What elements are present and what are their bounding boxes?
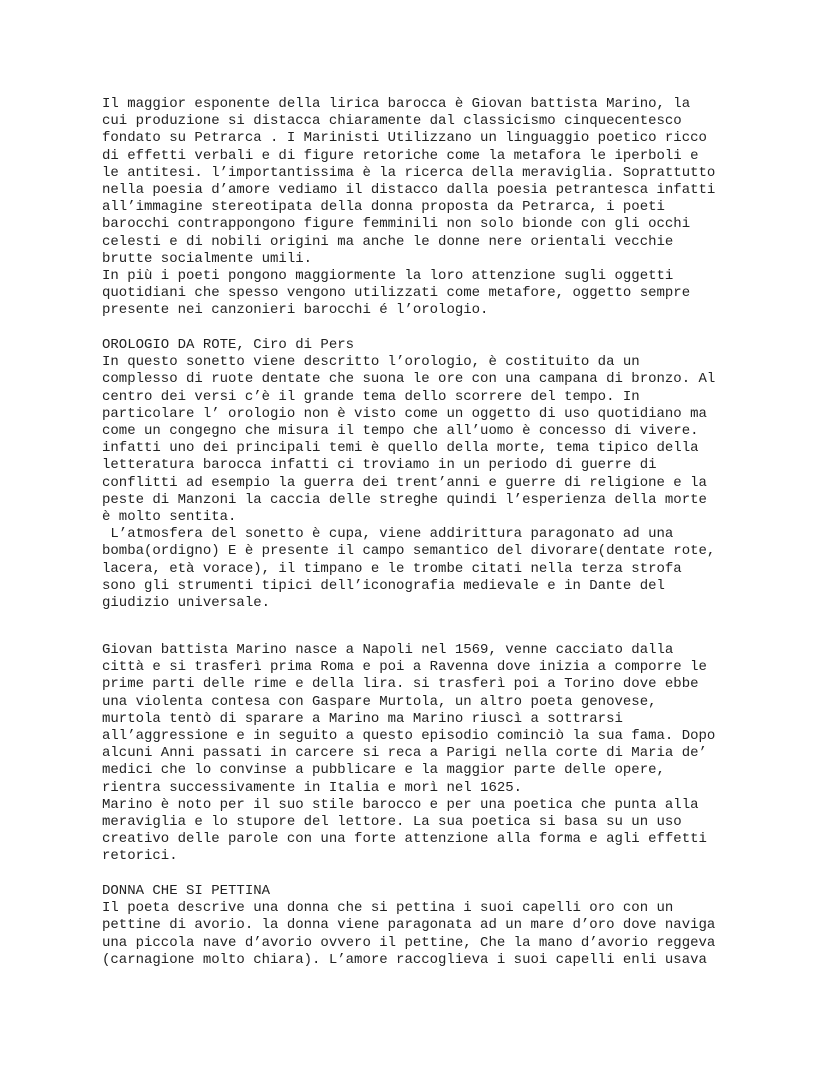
text-line: Giovan battista Marino nasce a Napoli nel 1569, venne cacciato dalla xyxy=(102,642,674,658)
text-line: celesti e di nobili origini ma anche le donne nere orientali vecchie xyxy=(102,233,674,250)
text-line: OROLOGIO DA ROTE, Ciro di Pers xyxy=(102,337,355,353)
text-line: prime parti delle rime e della lira. si trasferì poi a Torino dove ebbe xyxy=(102,676,699,693)
text-line: all’aggressione e in seguito a questo episodio cominciò la sua fama. Dopo xyxy=(102,728,716,745)
text-line: meraviglia e lo stupore del lettore. La sua poetica si basa su un uso xyxy=(102,814,682,831)
text-line: In questo sonetto viene descritto l’orologio, è costituito da un xyxy=(102,354,640,371)
text-line: presente nei canzonieri barocchi é l’orologio. xyxy=(102,302,489,319)
text-line: brutte socialmente umili. xyxy=(102,250,313,267)
text-line: è molto sentita. xyxy=(102,509,237,526)
text-line: una piccola nave d’avorio ovvero il pettine, Che la mano d’avorio reggeva xyxy=(102,934,716,951)
text-line: alcuni Anni passati in carcere si reca a Parigi nella corte di Maria de’ xyxy=(102,745,707,762)
text-line: complesso di ruote dentate che suona le ore con una campana di bronzo. Al xyxy=(102,371,716,388)
text-line: rientra successivamente in Italia e morì nel 1625. xyxy=(102,779,523,796)
text-line: letteratura barocca infatti ci troviamo in un periodo di guerre di xyxy=(102,457,657,474)
text-line: una violenta contesa con Gaspare Murtola, un altro poeta genovese, xyxy=(102,693,657,710)
text-line: conflitti ad esempio la guerra dei trent’anni e guerre di religione e la xyxy=(102,474,707,491)
text-line: fondato su Petrarca . I Marinisti Utilizzano un linguaggio poetico ricco xyxy=(102,130,707,147)
text-line: giudizio universale. xyxy=(102,595,271,612)
text-line: quotidiani che spesso vengono utilizzati come metafore, oggetto sempre xyxy=(102,285,691,302)
text-line: retorici. xyxy=(102,848,178,865)
text-line: pettine di avorio. la donna viene paragonata ad un mare d’oro dove naviga xyxy=(102,917,716,934)
text-line: cui produzione si distacca chiaramente dal classicismo cinquecentesco xyxy=(102,113,682,130)
text-line: lacera, età vorace), il timpano e le trombe citati nella terza strofa xyxy=(102,560,682,577)
paragraph-marino-biography xyxy=(102,642,792,866)
text-line: particolare l’ orologio non è visto come un oggetto di uso quotidiano ma xyxy=(102,405,707,422)
paragraph-marino-intro xyxy=(102,96,792,320)
text-line: nella poesia d’amore vediamo il distacco dalla poesia petrantesca infatti xyxy=(102,182,716,199)
text-line: infatti uno dei principali temi è quello della morte, tema tipico della xyxy=(102,440,699,457)
text-line: sono gli strumenti tipici dell’iconografia medievale e in Dante del xyxy=(102,577,665,594)
text-line: medici che lo convinse a pubblicare e la maggior parte delle opere, xyxy=(102,762,665,779)
text-line: bomba(ordigno) E è presente il campo semantico del divorare(dentate rote, xyxy=(102,543,716,560)
text-line: come un congegno che misura il tempo che all’uomo è concesso di vivere. xyxy=(102,423,699,440)
text-line: creativo delle parole con una forte attenzione alla forma e agli effetti xyxy=(102,831,707,848)
text-line: barocchi contrappongono figure femminili non solo bionde con gli occhi xyxy=(102,216,691,233)
text-line: all’immagine stereotipata della donna proposta da Petrarca, i poeti xyxy=(102,199,665,216)
text-line: le antitesi. l’importantissima è la ricerca della meraviglia. Soprattutto xyxy=(102,164,716,181)
text-line: In più i poeti pongono maggiormente la loro attenzione sugli oggetti xyxy=(102,268,674,285)
text-line: di effetti verbali e di figure retoriche come la metafora le iperboli e xyxy=(102,147,699,164)
text-line: centro dei versi c’è il grande tema dello scorrere del tempo. In xyxy=(102,388,640,405)
text-line: Marino è noto per il suo stile barocco e per una poetica che punta alla xyxy=(102,796,699,813)
text-line: Il poeta descrive una donna che si pettina i suoi capelli oro con un xyxy=(102,900,674,917)
text-line: Il maggior esponente della lirica barocca è Giovan battista Marino, la xyxy=(102,96,691,112)
text-line: peste di Manzoni la caccia delle streghe quindi l’esperienza della morte xyxy=(102,491,707,508)
text-line: città e si trasferì prima Roma e poi a Ravenna dove inizia a comporre le xyxy=(102,659,707,676)
section-orologio-da-rote xyxy=(102,337,792,612)
text-line: L’atmosfera del sonetto è cupa, viene addirittura paragonato ad una xyxy=(102,526,674,543)
text-line: murtola tentò di sparare a Marino ma Marino riuscì a sottrarsi xyxy=(102,710,623,727)
text-line: DONNA CHE SI PETTINA xyxy=(102,883,271,899)
text-line: (carnagione molto chiara). L’amore raccoglieva i suoi capelli enli usava xyxy=(102,951,707,968)
section-donna-che-si-pettina xyxy=(102,883,792,969)
